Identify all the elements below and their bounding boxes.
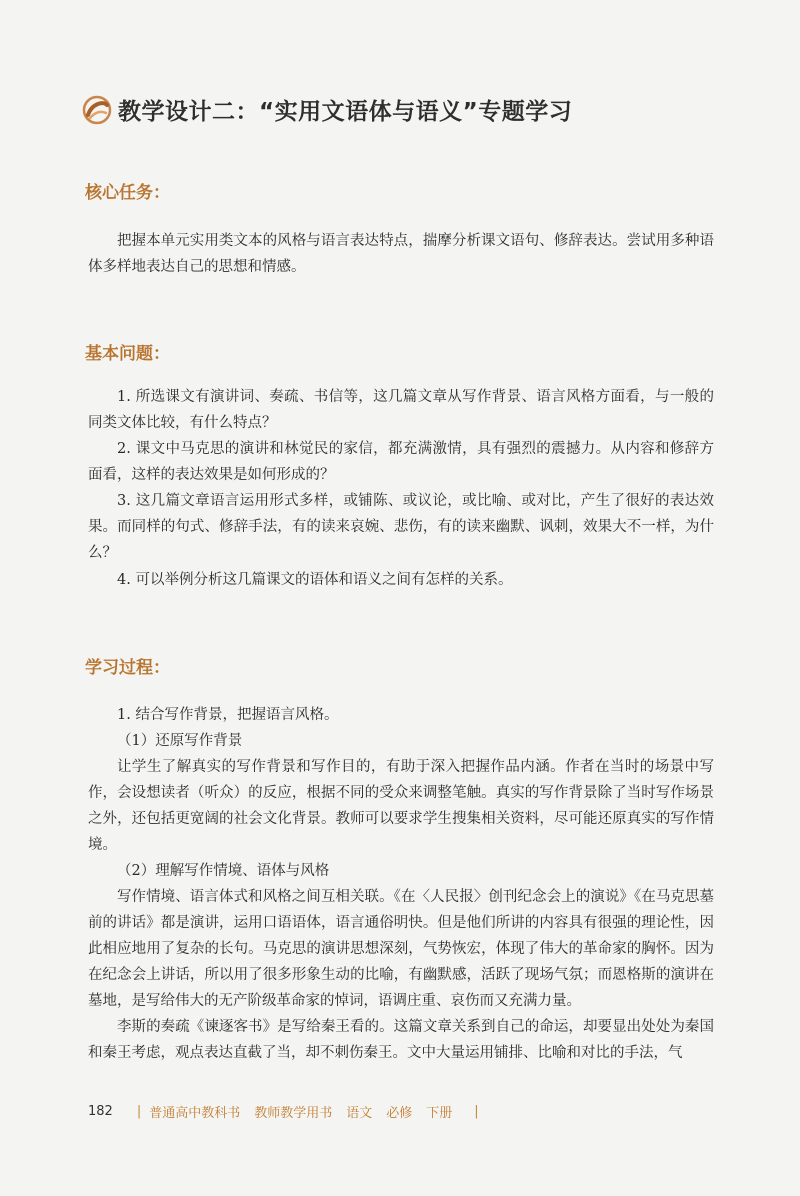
- question-item: 4. 可以举例分析这几篇课文的语体和语义之间有怎样的关系。: [117, 572, 513, 588]
- learning-process-heading: 学习过程：: [85, 658, 170, 678]
- footer-book-kind: 教师教学用书: [254, 1106, 333, 1121]
- footer-divider-end: |: [474, 1104, 479, 1119]
- question-item: 3. 这几篇文章语言运用形式多样，或铺陈、或议论，或比喻、或对比，产生了很好的表达效果。而同样的句式、修辞手法，有的读来哀婉、悲伤，有的读来幽默、讽刺，效果大不一样，为什么？: [88, 493, 714, 561]
- paragraph-background: 让学生了解真实的写作背景和写作目的，有助于深入把握作品内涵。作者在当时的场景中写作，会设想读者（听众）的反应，根据不同的受众来调整笔触。真实的写作背景除了当时写作场景之外，还包括更宽阔的社会文化背景。教师可以要求学生搜集相关资料，尽可能还原真实的写作情境。: [88, 759, 714, 853]
- subheading-situation-style: （2）理解写作情境、语体与风格: [117, 863, 330, 879]
- paragraph-li-si: 李斯的奏疏《谏逐客书》是写给秦王看的。这篇文章关系到自己的命运，却要显出处处为秦国和秦王考虑，观点表达直截了当，却不刺伤秦王。文中大量运用铺排、比喻和对比的手法，气: [88, 1019, 714, 1061]
- title-row: [82, 93, 572, 126]
- page-number: 182: [88, 1104, 113, 1119]
- question-item: 1. 所选课文有演讲词、奏疏、书信等，这几篇文章从写作背景、语言风格方面看，与一般的同类文体比较，有什么特点？: [88, 389, 714, 431]
- page-footer: [88, 1102, 487, 1121]
- footer-book-type: 普通高中教科书: [149, 1106, 241, 1121]
- subheading-restore-background: （1）还原写作背景: [117, 733, 243, 749]
- core-task-text: 把握本单元实用类文本的风格与语言表达特点，揣摩分析课文语句、修辞表达。尝试用多种语体多样地表达自己的思想和情感。: [88, 233, 714, 275]
- swirl-logo-icon: [82, 95, 112, 125]
- basic-questions-heading: 基本问题：: [85, 344, 170, 364]
- core-task-heading: 核心任务：: [85, 183, 170, 203]
- footer-divider: |: [136, 1104, 142, 1119]
- question-item: 2. 课文中马克思的演讲和林觉民的家信，都充满激情，具有强烈的震撼力。从内容和修辞方面看，这样的表达效果是如何形成的？: [88, 441, 714, 483]
- footer-volume: 下册: [426, 1106, 453, 1121]
- footer-course: 必修: [386, 1106, 413, 1121]
- page-title: 教学设计二：“实用文语体与语义”专题学习: [118, 99, 573, 125]
- footer-subject: 语文: [346, 1106, 373, 1121]
- step-heading: 1. 结合写作背景，把握语言风格。: [117, 707, 339, 723]
- paragraph-style: 写作情境、语言体式和风格之间互相关联。《在〈人民报〉创刊纪念会上的演说》《在马克思墓前的讲话》都是演讲，运用口语语体，语言通俗明快。但是他们所讲的内容具有很强的理论性，因此相应地用了复杂的长句。马克思的演讲思想深刻，气势恢宏，体现了伟大的革命家的胸怀。因为在纪念会上讲话，所以用了很多形象生动的比喻，有幽默感，活跃了现场气氛；而恩格斯的演讲在墓地，是写给伟大的无产阶级革命家的悼词，语调庄重、哀伤而又充满力量。: [88, 889, 714, 1009]
